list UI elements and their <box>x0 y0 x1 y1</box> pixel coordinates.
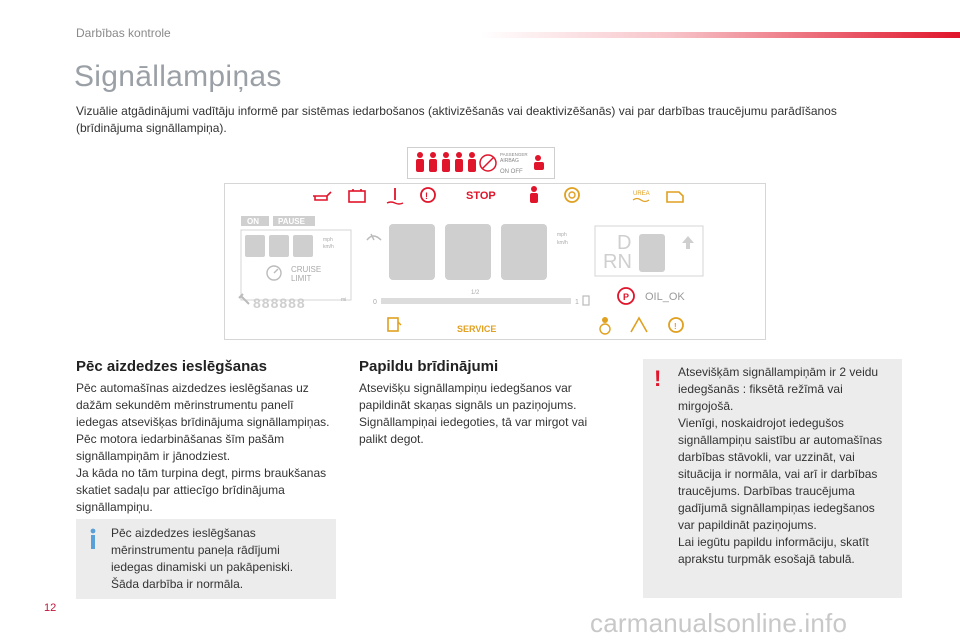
intro-paragraph: Vizuālie atgādinājumi vadītāju informē par sistēmas iedarbošanos (aktivizēšanās vai deaktivizēšanās) vai par darbības traucējumu parādīšanos (brīdinājuma signāllampiņa). <box>76 104 837 135</box>
stop-warning: STOP <box>466 190 496 202</box>
page-number: 12 <box>44 602 57 614</box>
cruise-unit-mph: mph <box>323 237 333 243</box>
tyre-pressure-icon <box>669 318 683 332</box>
main-speed-digits <box>389 224 547 280</box>
seatbelt-airbag-panel <box>407 147 555 179</box>
seatbelt-icons <box>416 152 476 172</box>
seatbelt-airbag-panel-graphic <box>408 148 554 178</box>
urea-label: UREA <box>633 191 650 197</box>
gear-d: D <box>617 232 632 254</box>
service-indicator: SERVICE <box>457 324 497 334</box>
limit-label: LIMIT <box>291 274 312 283</box>
speedometer-icon <box>267 266 281 280</box>
trip-unit: mi <box>341 297 347 303</box>
instrument-cluster <box>224 183 766 340</box>
extra-section-text: Atsevišķu signāllampiņu iedegšanos var papildināt skaņas signāls un paziņojums. Signāllampiņai iedegoties, tā var mirgot vai palikt degot. <box>359 381 588 446</box>
trip-odometer: 888888 <box>253 295 306 311</box>
gear-digit <box>639 234 665 272</box>
info-icon <box>88 528 98 550</box>
fuel-pump-small-icon <box>583 296 589 305</box>
engine-fault-icon <box>667 192 683 202</box>
urea-icon <box>633 199 649 202</box>
section-header: Darbības kontrole <box>76 26 171 40</box>
warning-note-text: Atsevišķām signāllampiņām ir 2 veidu iedegšanās : fiksētā režīmā vai mirgojošā. Vienīgi, noskaidrojot iedegušos signāllampiņu saistību ar automašīnas darbības stāvokli, var uzzināt, vai situācija ir normāla, vai arī ir darbības traucējums. Darbības traucējuma gadījumā signāllampiņas iedegšanos var papildināt paziņojums. Lai iegūtu papildu informāciju, skatīt aprakstu turpmāk esošajā tabulā. <box>678 365 883 566</box>
cruise-speed-digits <box>245 235 313 257</box>
page-title: Signāllampiņas <box>74 60 282 93</box>
fuel-scale-one: 1 <box>575 299 579 306</box>
brake-icon <box>421 188 435 202</box>
seatbelt-driver-icon <box>530 186 538 203</box>
airbag-state: ON OFF <box>500 169 523 175</box>
airbag-label-line2: AIRBAG <box>500 158 519 164</box>
fuel-scale-zero: 0 <box>373 299 377 306</box>
cruise-unit-kmh: km/h <box>323 244 334 250</box>
pause-indicator: PAUSE <box>278 217 305 226</box>
driver-airbag-icon <box>600 317 610 334</box>
svg-text:!: ! <box>425 191 428 201</box>
svg-text:P: P <box>623 292 630 302</box>
passenger-airbag-icon <box>534 155 544 170</box>
park-brake-icon <box>618 288 634 304</box>
exclamation-icon: ! <box>654 366 662 391</box>
svg-text:!: ! <box>674 322 677 331</box>
instrument-cluster-graphic <box>225 184 765 339</box>
main-unit-kmh: km/h <box>557 240 568 246</box>
seatbelt-icon-3 <box>442 152 450 172</box>
seatbelt-icon-2 <box>429 152 437 172</box>
ignition-section-text: Pēc automašīnas aizdedzes ieslēgšanas uz dažām sekundēm mērinstrumentu panelī iedegas atsevišķas brīdinājuma signāllampiņas. Pēc motora iedarbināšanas šīm pašām signāllampiņām ir jānodziest. Ja kāda no tām turpina degt, pirms braukšanas skatiet sadaļu par attiecīgo brīdinājuma signāllampiņu. <box>76 381 330 514</box>
brake-pad-icon <box>565 188 579 202</box>
gear-up-arrow-icon <box>682 236 694 249</box>
watermark: carmanualsonline.info <box>590 608 848 638</box>
header-accent-bar <box>480 32 960 38</box>
airbag-off-icon <box>480 155 496 171</box>
airbag-label-line1: PASSENGER <box>500 152 528 157</box>
info-note-text: Pēc aizdedzes ieslēgšanas mērinstrumentu paneļa rādījumi iedegas dinamiski un pakāpeniski. Šāda darbība ir normāla. <box>111 526 294 591</box>
seatbelt-icon-1 <box>416 152 424 172</box>
seatbelt-icon-4 <box>455 152 463 172</box>
coolant-temperature-icon <box>387 188 403 204</box>
main-unit-mph: mph <box>557 232 567 238</box>
on-indicator: ON <box>247 217 259 226</box>
battery-icon <box>349 189 365 202</box>
fuel-gauge-bar <box>381 298 571 304</box>
cruise-label: CRUISE <box>291 265 322 274</box>
oil-ok-indicator: OIL_OK <box>645 291 685 303</box>
fuel-low-icon <box>388 318 401 331</box>
wiper-icon <box>367 234 381 240</box>
seatbelt-icon-5 <box>468 152 476 172</box>
fuel-scale-half: 1/2 <box>471 290 480 296</box>
esp-icon <box>631 318 647 332</box>
ignition-section-title: Pēc aizdedzes ieslēgšanas <box>76 358 267 375</box>
extra-section-title: Papildu brīdinājumi <box>359 358 499 375</box>
gear-rn: RN <box>603 251 632 273</box>
oil-pressure-icon <box>313 192 331 200</box>
